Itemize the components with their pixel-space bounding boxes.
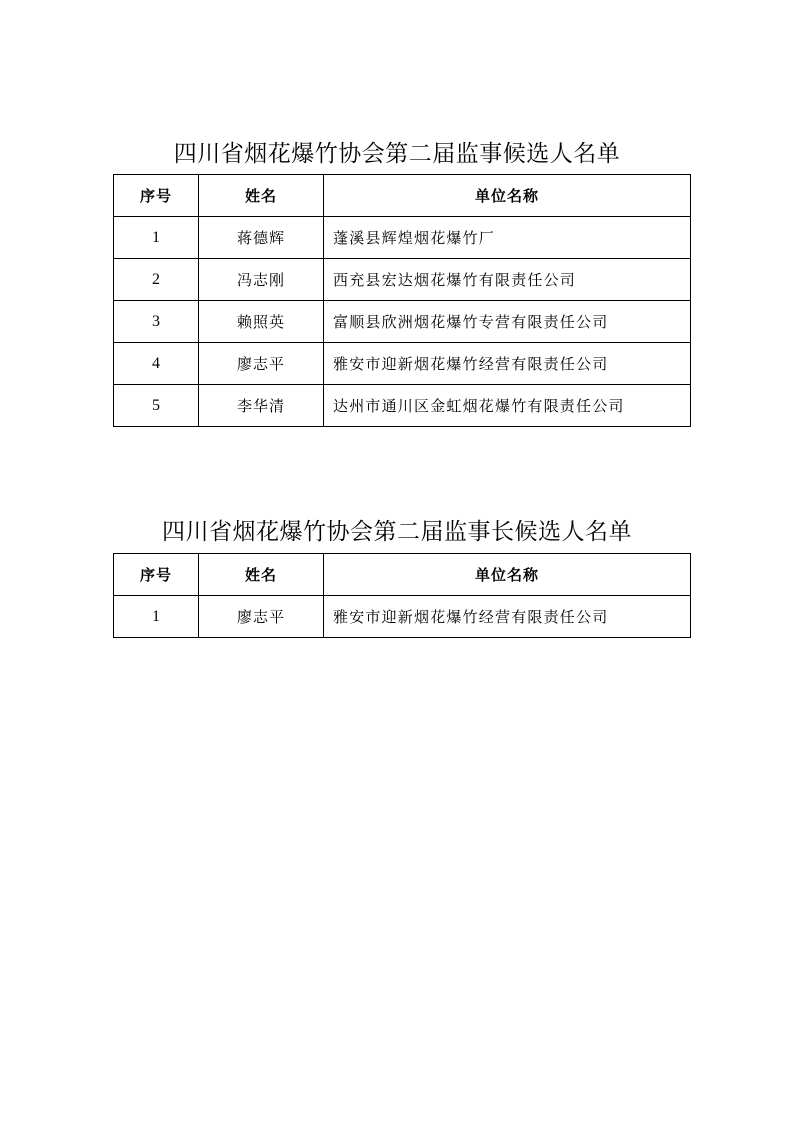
table-row bbox=[114, 343, 691, 385]
header-unit: 单位名称 bbox=[324, 175, 691, 217]
row-seq: 1 bbox=[114, 596, 199, 638]
row-name: 冯志刚 bbox=[199, 259, 324, 301]
table-row bbox=[114, 385, 691, 427]
table-header-row bbox=[114, 175, 691, 217]
row-unit: 富顺县欣洲烟花爆竹专营有限责任公司 bbox=[324, 301, 691, 343]
row-unit: 蓬溪县辉煌烟花爆竹厂 bbox=[324, 217, 691, 259]
supervisor-candidates-table bbox=[113, 174, 691, 427]
table-row bbox=[114, 596, 691, 638]
header-seq: 序号 bbox=[114, 175, 199, 217]
row-seq: 2 bbox=[114, 259, 199, 301]
row-unit: 西充县宏达烟花爆竹有限责任公司 bbox=[324, 259, 691, 301]
supervisor-candidates-title: 四川省烟花爆竹协会第二届监事候选人名单 bbox=[173, 141, 621, 167]
header-name: 姓名 bbox=[199, 554, 324, 596]
row-seq: 1 bbox=[114, 217, 199, 259]
row-seq: 5 bbox=[114, 385, 199, 427]
row-unit: 达州市通川区金虹烟花爆竹有限责任公司 bbox=[324, 385, 691, 427]
row-seq: 3 bbox=[114, 301, 199, 343]
chief-supervisor-candidates-table bbox=[113, 553, 691, 638]
row-seq: 4 bbox=[114, 343, 199, 385]
row-name: 廖志平 bbox=[199, 343, 324, 385]
table-row bbox=[114, 217, 691, 259]
table-row bbox=[114, 301, 691, 343]
row-unit: 雅安市迎新烟花爆竹经营有限责任公司 bbox=[324, 596, 691, 638]
row-name: 蒋德辉 bbox=[199, 217, 324, 259]
header-name: 姓名 bbox=[199, 175, 324, 217]
chief-supervisor-candidates-title: 四川省烟花爆竹协会第二届监事长候选人名单 bbox=[162, 519, 632, 545]
row-name: 赖照英 bbox=[199, 301, 324, 343]
row-name: 李华清 bbox=[199, 385, 324, 427]
table-row bbox=[114, 259, 691, 301]
table-header-row bbox=[114, 554, 691, 596]
row-unit: 雅安市迎新烟花爆竹经营有限责任公司 bbox=[324, 343, 691, 385]
header-seq: 序号 bbox=[114, 554, 199, 596]
row-name: 廖志平 bbox=[199, 596, 324, 638]
header-unit: 单位名称 bbox=[324, 554, 691, 596]
